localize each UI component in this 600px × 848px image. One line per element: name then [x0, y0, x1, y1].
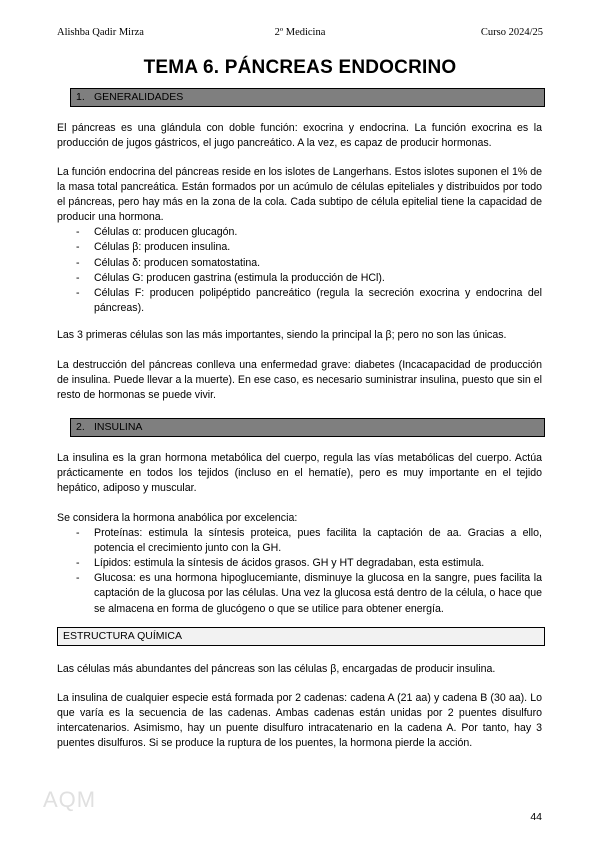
- paragraph-anabolic: [57, 511, 542, 617]
- header-course: 2º Medicina: [274, 27, 326, 38]
- list-item: - Células G: producen gastrina (estimula la producción de HCl).: [57, 271, 542, 286]
- paragraph-beta-cells: [57, 662, 542, 677]
- section-number: 2.: [76, 421, 85, 433]
- paragraph-diabetes: [57, 358, 542, 403]
- paragraph-intro: [57, 121, 542, 151]
- paragraph-insulin: [57, 451, 542, 496]
- anabolic-effects-list: [57, 526, 542, 617]
- paragraph-islets: [57, 165, 542, 316]
- paragraph-text: Se considera la hormona anabólica por excelencia:: [57, 512, 298, 524]
- paragraph-structure: [57, 691, 542, 751]
- section-heading-insulina: [70, 418, 545, 437]
- cell-type-list: [57, 225, 542, 316]
- section-label: GENERALIDADES: [94, 91, 184, 103]
- section-number: 1.: [76, 91, 85, 103]
- list-item: - Células β: producen insulina.: [57, 240, 542, 255]
- page-title: TEMA 6. PÁNCREAS ENDOCRINO: [143, 57, 457, 78]
- list-item: - Células F: producen polipéptido pancreático (regula la secreción exocrina y endocrina del páncreas).: [57, 286, 542, 316]
- page-header: [57, 27, 543, 43]
- section-heading-estructura-quimica: [57, 627, 545, 646]
- paragraph-main-cells: [57, 328, 542, 343]
- paragraph-text: La destrucción del páncreas conlleva una enfermedad grave: diabetes (Incacapacidad de producción de insulina. Puede llevar a la muerte). En ese caso, es necesario suministrar insulina, puesto que sin el resto de hormonas se puede vivir.: [57, 359, 542, 402]
- list-item: - Glucosa: es una hormona hipoglucemiante, disminuye la glucosa en la sangre, pues facilita la captación de la glucosa por las células. Una vez la glucosa está dentro de la célula, o hace que se almacena en forma de glucógeno o que se utilice para obtener energía.: [57, 571, 542, 616]
- header-year: Curso 2024/25: [480, 27, 543, 38]
- paragraph-text: Las 3 primeras células son las más importantes, siendo la principal la β; pero no son las únicas.: [57, 329, 507, 341]
- list-item: - Células δ: producen somatostatina.: [57, 256, 542, 271]
- list-item: - Proteínas: estimula la síntesis proteica, pues facilita la captación de aa. Gracias a ello, potencia el crecimiento junto con la GH.: [57, 526, 542, 556]
- paragraph-text: La insulina es la gran hormona metabólica del cuerpo, regula las vías metabólicas del cuerpo. Actúa prácticamente en todos los tejidos (incluso en el hematíe), pero es muy importante en el tejido hepático, adiposo y muscular.: [57, 452, 542, 495]
- section-heading-generalidades: [70, 88, 545, 107]
- paragraph-text: La insulina de cualquier especie está formada por 2 cadenas: cadena A (21 aa) y cadena B (30 aa). Lo que varía es la secuencia de las cadenas. Ambas cadenas están unidas por 2 puentes disulfuro intercatenarios. Asimismo, hay un puente disulfuro intracatenario en la cadena A. Por tanto, hay 3 puentes disulfuros. Si se produce la ruptura de los puentes, la hormona pierde la acción.: [57, 692, 542, 750]
- list-item: - Células α: producen glucagón.: [57, 225, 542, 240]
- section-label: INSULINA: [94, 421, 143, 433]
- watermark: AQM: [43, 787, 97, 812]
- paragraph-text: El páncreas es una glándula con doble función: exocrina y endocrina. La función exocrina es la producción de jugos gástricos, el jugo pancreático. A la vez, es capaz de producir hormonas.: [57, 122, 542, 150]
- paragraph-text: Las células más abundantes del páncreas son las células β, encargadas de producir insulina.: [57, 663, 496, 675]
- page-number: 44: [530, 811, 542, 823]
- header-author: Alishba Qadir Mirza: [57, 27, 144, 38]
- paragraph-text: La función endocrina del páncreas reside en los islotes de Langerhans. Estos islotes suponen el 1% de la masa total pancreática. Están formados por un acúmulo de células epiteliales y distribuidos por todo el páncreas, pero hay más en la zona de la cola. Cada subtipo de célula epitelial tiene la capacidad de producir una hormona.: [57, 166, 542, 224]
- list-item: - Lípidos: estimula la síntesis de ácidos grasos. GH y HT degradaban, esta estimula.: [57, 556, 542, 571]
- section-label: ESTRUCTURA QUÍMICA: [63, 630, 183, 642]
